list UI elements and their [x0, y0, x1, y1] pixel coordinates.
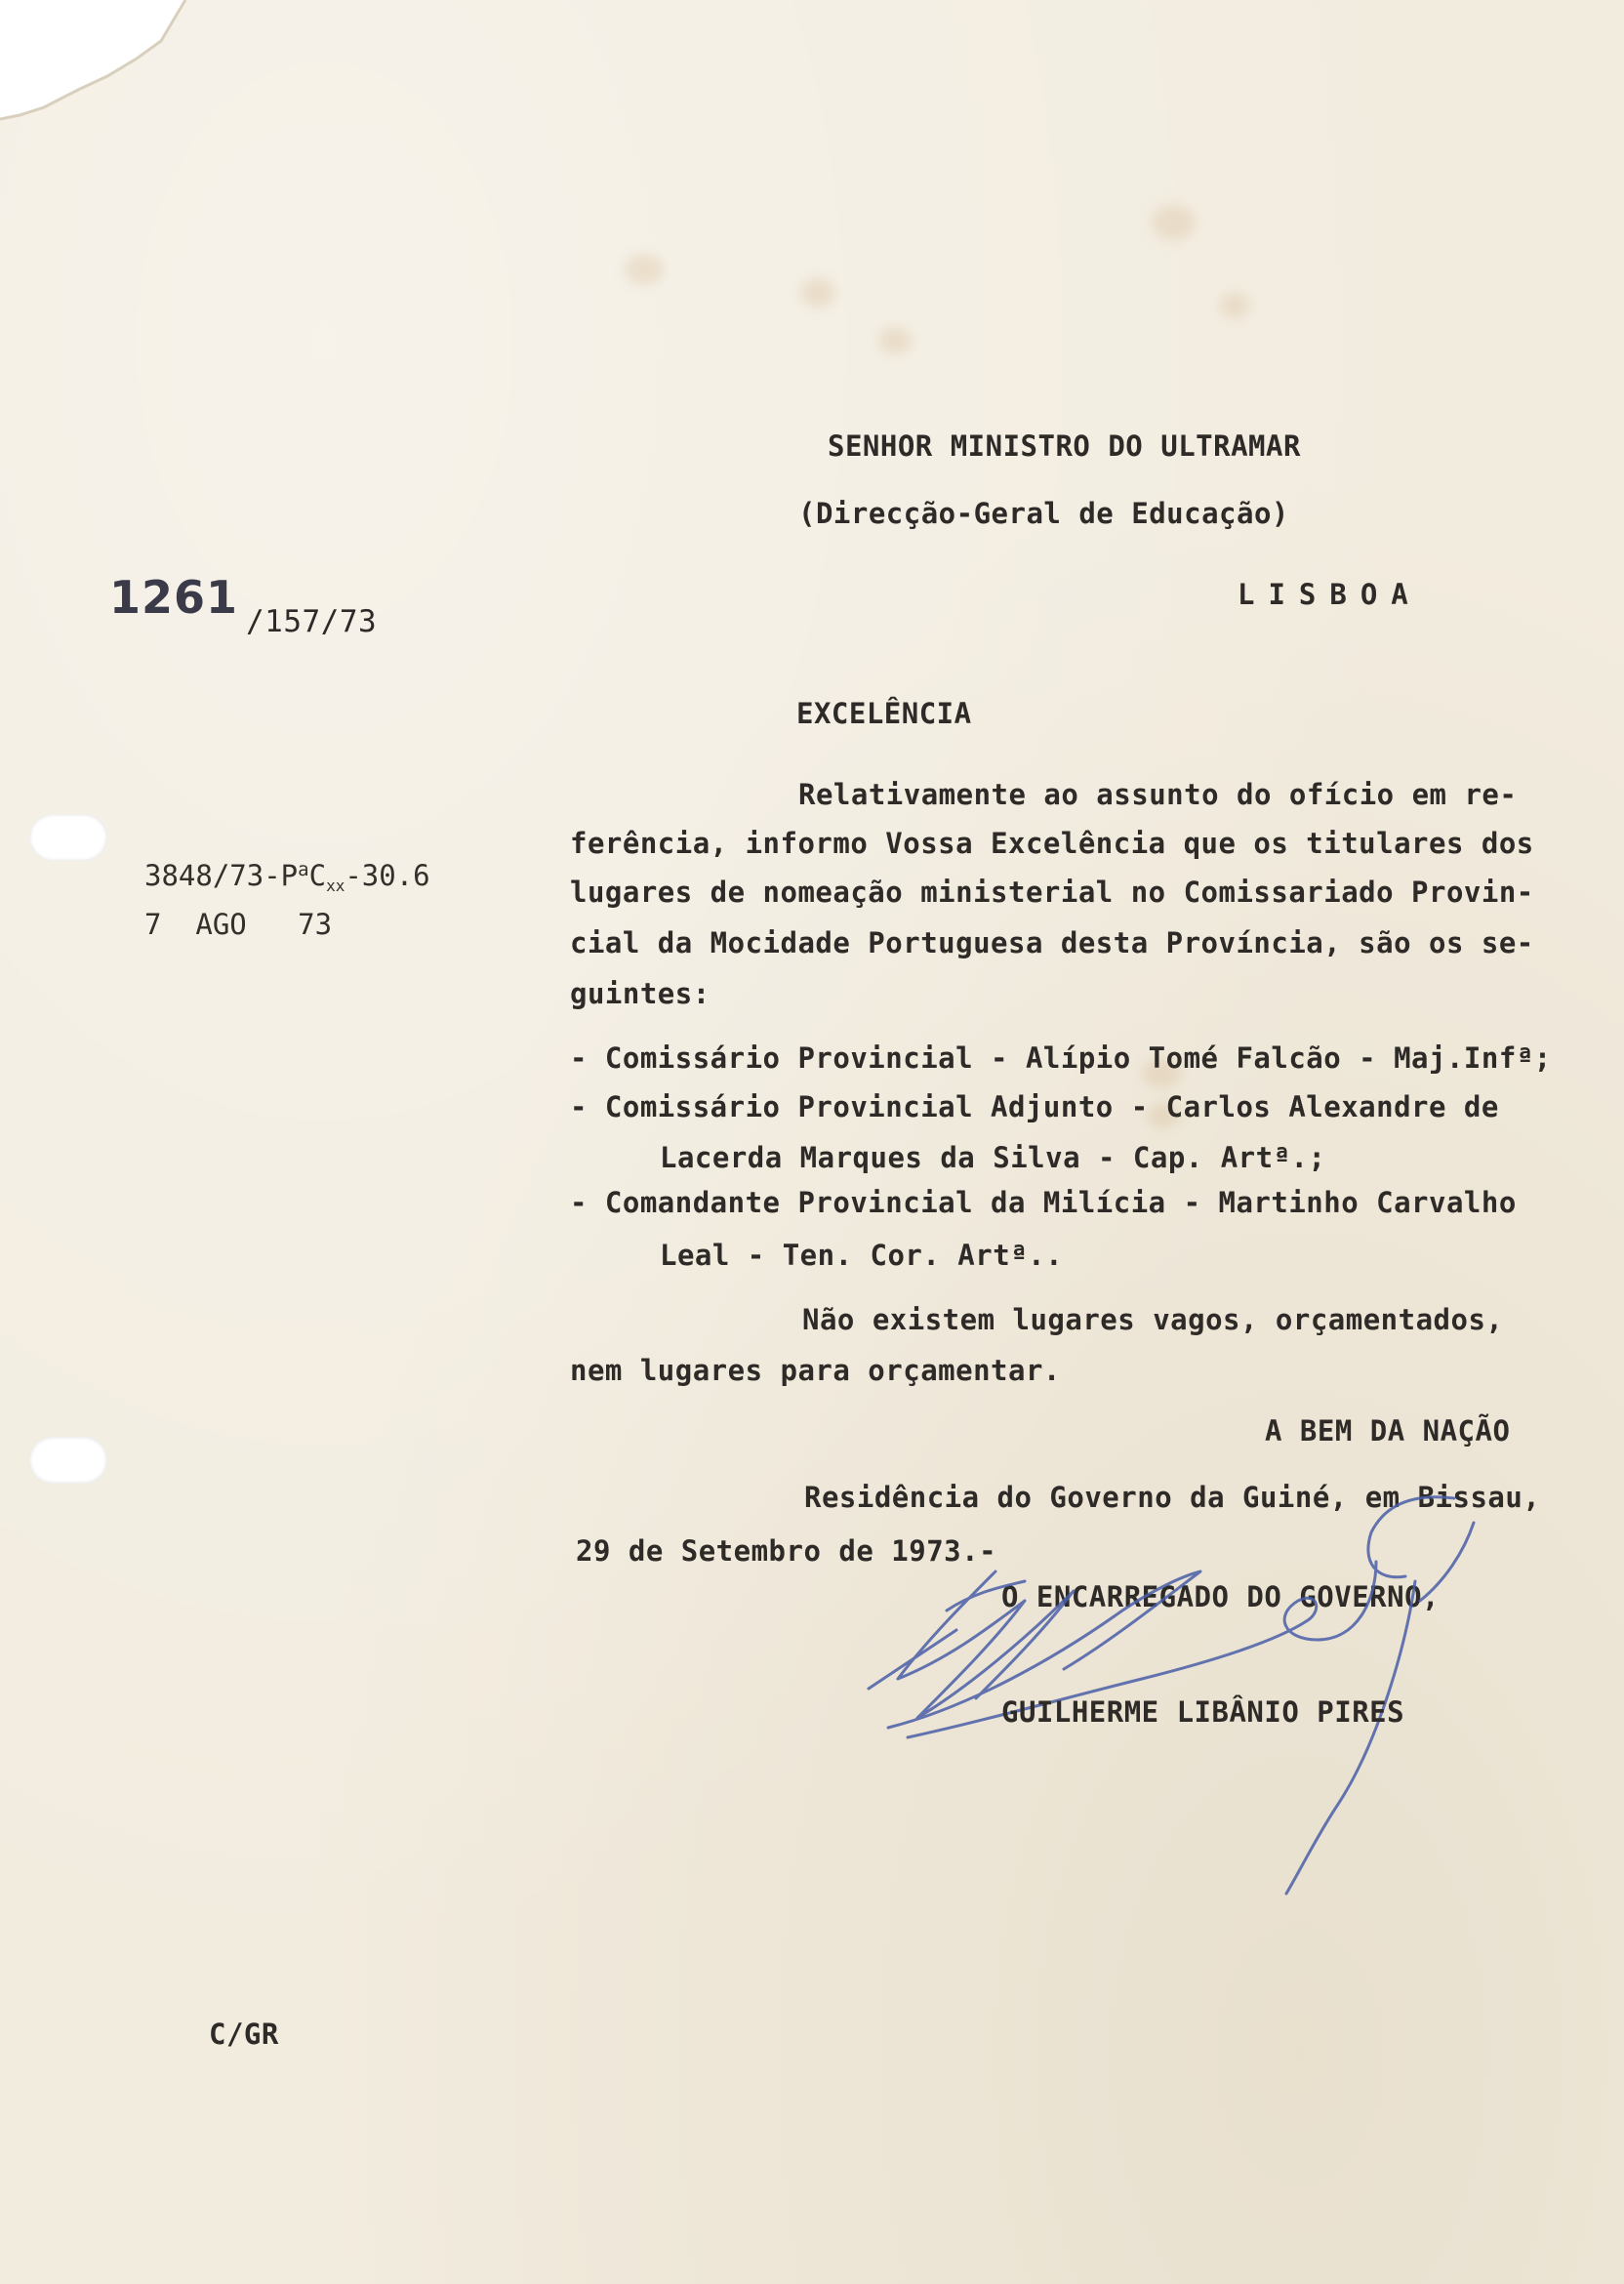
process-date: 7 AGO 73: [144, 908, 333, 941]
paper-stain: [878, 327, 912, 354]
list-item: Leal - Ten. Cor. Artª..: [660, 1239, 1064, 1272]
list-item: - Comandante Provincial da Milícia - Martinho Carvalho: [570, 1186, 1517, 1219]
closing-date: 29 de Setembro de 1973.-: [576, 1534, 997, 1568]
paper-stain: [1152, 205, 1195, 240]
body-line: lugares de nomeação ministerial no Comissariado Provin-: [570, 876, 1534, 909]
list-item: - Comissário Provincial Adjunto - Carlos Alexandre de: [570, 1090, 1499, 1123]
addressee-line2: (Direcção-Geral de Educação): [798, 497, 1289, 530]
footer-initials: C/GR: [209, 2018, 279, 2051]
addressee-line1: SENHOR MINISTRO DO ULTRAMAR: [828, 429, 1301, 463]
closing-motto: A BEM DA NAÇÃO: [1265, 1414, 1511, 1448]
body-line: Relativamente ao assunto do ofício em re-: [798, 778, 1518, 811]
body-line: ferência, informo Vossa Excelência que os titulares dos: [570, 827, 1534, 860]
salutation: EXCELÊNCIA: [796, 697, 972, 730]
closing-role: O ENCARREGADO DO GOVERNO,: [1001, 1580, 1440, 1613]
punch-hole-top: [29, 814, 107, 861]
paper-stain: [625, 254, 664, 285]
torn-corner: [0, 0, 195, 127]
list-item: - Comissário Provincial - Alípio Tomé Falcão - Maj.Infª;: [570, 1041, 1552, 1075]
reference-stamp-number: 1261: [109, 571, 239, 624]
body-line: Não existem lugares vagos, orçamentados,: [802, 1303, 1504, 1336]
signatory-name: GUILHERME LIBÂNIO PIRES: [1001, 1695, 1405, 1729]
addressee-city: LISBOA: [1238, 578, 1422, 611]
closing-place: Residência do Governo da Guiné, em Bissau,: [804, 1481, 1541, 1514]
paper-stain: [1220, 293, 1249, 318]
body-line: guintes:: [570, 977, 710, 1010]
body-line: nem lugares para orçamentar.: [570, 1354, 1061, 1387]
body-line: cial da Mocidade Portuguesa desta Província, são os se-: [570, 926, 1534, 959]
punch-hole-bottom: [29, 1437, 107, 1484]
paper-stain: [800, 278, 835, 307]
reference-suffix: /157/73: [246, 604, 378, 639]
list-item: Lacerda Marques da Silva - Cap. Artª.;: [660, 1141, 1326, 1174]
process-reference: $3848/73-P^aC_{xx}-30.6$: [144, 859, 430, 895]
